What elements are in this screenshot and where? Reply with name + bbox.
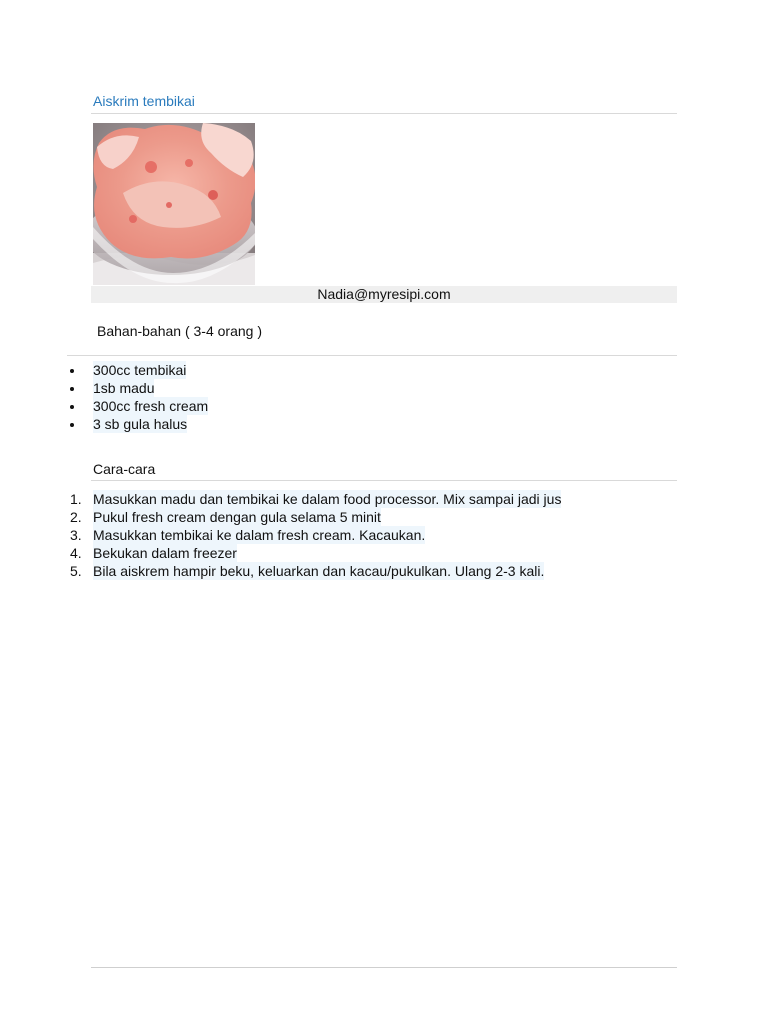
recipe-photo <box>93 123 255 285</box>
ingredient-text: 300cc fresh cream <box>93 398 209 414</box>
bullet-icon <box>70 405 74 409</box>
ingredients-list <box>67 361 667 433</box>
step-number: 2. <box>70 509 82 525</box>
ingredients-divider <box>67 355 677 356</box>
bullet-icon <box>70 369 74 373</box>
ingredient-text: 1sb madu <box>93 380 155 396</box>
bullet-icon <box>70 387 74 391</box>
step-number: 4. <box>70 545 82 561</box>
footer-divider <box>91 967 677 968</box>
ingredient-item <box>67 379 667 397</box>
step-item <box>67 508 667 526</box>
author-credit: Nadia@myresipi.com <box>317 286 451 302</box>
step-item <box>67 526 667 544</box>
step-text: Masukkan tembikai ke dalam fresh cream. Kacaukan. <box>93 527 426 543</box>
step-number: 5. <box>70 563 82 579</box>
title-divider <box>91 113 677 114</box>
step-item <box>67 490 667 508</box>
step-item <box>67 562 667 580</box>
step-text: Masukkan madu dan tembikai ke dalam food processor. Mix sampai jadi jus <box>93 491 562 507</box>
ingredient-item <box>67 361 667 379</box>
step-text: Bila aiskrem hampir beku, keluarkan dan kacau/pukulkan. Ulang 2-3 kali. <box>93 563 545 579</box>
ingredients-heading: Bahan-bahan ( 3-4 orang ) <box>97 323 262 339</box>
ingredient-text: 3 sb gula halus <box>93 416 188 432</box>
step-number: 3. <box>70 527 82 543</box>
step-text: Bekukan dalam freezer <box>93 545 237 561</box>
ingredient-text: 300cc tembikai <box>93 362 187 378</box>
ingredient-item <box>67 397 667 415</box>
bullet-icon <box>70 423 74 427</box>
step-item <box>67 544 667 562</box>
ice-cream-bowl-image <box>93 123 255 285</box>
step-text: Pukul fresh cream dengan gula selama 5 minit <box>93 509 381 525</box>
steps-heading: Cara-cara <box>93 461 156 477</box>
ingredient-item <box>67 415 667 433</box>
step-number: 1. <box>70 491 82 507</box>
steps-divider <box>91 480 677 481</box>
steps-list <box>67 490 667 580</box>
recipe-title: Aiskrim tembikai <box>93 93 195 109</box>
